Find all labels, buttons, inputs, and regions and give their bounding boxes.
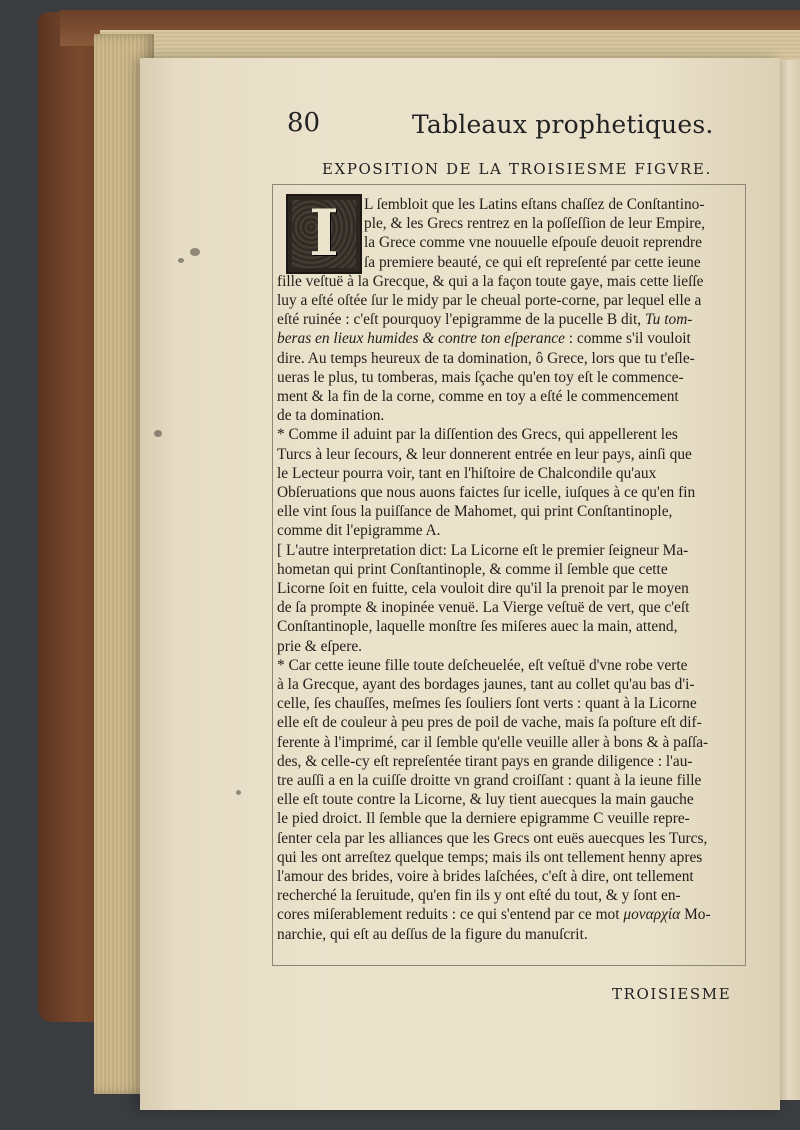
italic-text: beras en lieux humides & contre ton eſperance — [277, 330, 565, 348]
text-line: Obſeruations que nous auons faictes ſur icelle, iuſques à ce qu'en fin — [277, 484, 696, 501]
text-line: eſté ruinée : c'eſt pourquoy l'epigramme de la pucelle B dit, Tu tom- — [277, 311, 693, 329]
page-number: 80 — [287, 108, 321, 138]
text-line: beras en lieux humides & contre ton eſperance : comme s'il vouloit — [277, 330, 691, 348]
text-line: elle eſt toute contre la Licorne, & luy tient auecques la main gauche — [277, 791, 694, 809]
text-line: hometan qui print Conſtantinople, & comme il ſemble que cette — [277, 560, 668, 578]
text-line: ueras le plus, tu tomberas, mais ſçache qu'en toy eſt le commence- — [277, 368, 684, 386]
catchword: TROISIESME — [612, 985, 732, 1003]
text-line: tre auſſi a en la cuiſſe droitte vn grand croiſſant : quant à la ieune fille — [277, 772, 702, 789]
text-line: ment & la fin de la corne, comme en toy a eſté le commencement — [277, 388, 679, 405]
text-line: [ L'autre interpretation dict: La Licorne eſt le premier ſeigneur Ma- — [277, 541, 689, 559]
initial-letter: I — [309, 196, 339, 271]
text-line: l'amour des brides, voire à brides laſchées, c'eſt à dire, ont tellement — [277, 868, 694, 885]
text-line: recherché la ſeruitude, qu'en fin ils y ont eſté du tout, & y ſont en- — [277, 887, 681, 905]
italic-text: Tu tom- — [644, 311, 693, 329]
text-line: qui les ont arreſtez quelque temps; mais ils ont tellement henny apres — [277, 848, 703, 866]
text-line: dire. Au temps heureux de ta domination, ô Grece, lors que tu t'eſle- — [277, 349, 695, 367]
ink-stain — [236, 790, 241, 795]
text-line: elle vint ſous la puiſſance de Mahomet, qui print Conſtantinople, — [277, 503, 673, 521]
text-line: de ſa prompte & inopinée venuë. La Vierge veſtuë de vert, que c'eſt — [277, 599, 690, 617]
text-line: le Lecteur pourra voir, tant en l'hiſtoire de Chalcondile qu'aux — [277, 464, 657, 482]
text-line: Licorne ſoit en fuitte, cela vouloit dire qu'il la prenoit par le moyen — [277, 580, 689, 597]
ink-stain — [154, 430, 162, 437]
section-title: EXPOSITION DE LA TROISIESME FIGVRE. — [322, 160, 712, 178]
text-line: L ſembloit que les Latins eſtans chaſſez de Conſtantino- — [364, 196, 705, 213]
text-line: cores miſerablement reduits : ce qui s'entend par ce mot μοναρχία Mo- — [277, 906, 711, 924]
text-line: luy a eſté oſtée ſur le midy par le cheual porte-corne, par lequel elle a — [277, 292, 702, 309]
text-line: de ta domination. — [277, 407, 385, 425]
text-line: la Grece comme vne nouuelle eſpouſe deuoit reprendre — [364, 234, 703, 252]
text-line: à la Grecque, ayant des bordages jaunes, tant au collet qu'au bas d'i- — [277, 676, 695, 693]
text-line: celle, ſes chauſſes, meſmes ſes ſouliers ſont verts : quant à la Licorne — [277, 695, 697, 713]
text-line: prie & eſpere. — [277, 637, 363, 655]
text-line: ferente à l'imprimé, car il ſemble qu'elle veuille aller à bons & à paſſa- — [277, 733, 709, 751]
text-line: comme dit l'epigramme A. — [277, 522, 441, 540]
text-line: ſenter cela par les alliances que les Grecs ont euës auecques les Turcs, — [277, 829, 708, 847]
text-line: des, & celle-cy eſt repreſentée tirant pays en grande diligence : l'au- — [277, 752, 693, 770]
decorated-initial — [286, 194, 362, 274]
text-line: ple, & les Grecs rentrez en la poſſeſſion de leur Empire, — [364, 215, 706, 233]
text-line: Conſtantinople, laquelle monſtre ſes miſeres auec la main, attend, — [277, 618, 678, 636]
text-line: Turcs à leur ſecours, & leur donnerent entrée en leur pays, ainſi que — [277, 445, 692, 463]
text-line: elle eſt de couleur à peu pres de poil de vache, mais ſa poſture eſt dif- — [277, 714, 702, 732]
text-line: le pied droict. Il ſemble que la derniere epigramme C veuille repre- — [277, 810, 690, 828]
ink-stain — [178, 258, 184, 263]
running-head: Tableaux prophetiques. — [412, 110, 714, 139]
text-line: * Car cette ieune fille toute deſcheuelée, eſt veſtuë d'vne robe verte — [277, 656, 688, 674]
ink-stain — [190, 248, 200, 256]
text-line: fille veſtuë à la Grecque, & qui a la façon toute gaye, mais cette lieſſe — [277, 272, 704, 290]
italic-text: μοναρχία — [623, 906, 681, 924]
text-line: ſa premiere beauté, ce qui eſt repreſenté par cette ieune — [364, 253, 701, 271]
text-line: * Comme il aduint par la diſſention des Grecs, qui appellerent les — [277, 426, 678, 444]
text-line: narchie, qui eſt au deſſus de la figure du manuſcrit. — [277, 925, 588, 943]
